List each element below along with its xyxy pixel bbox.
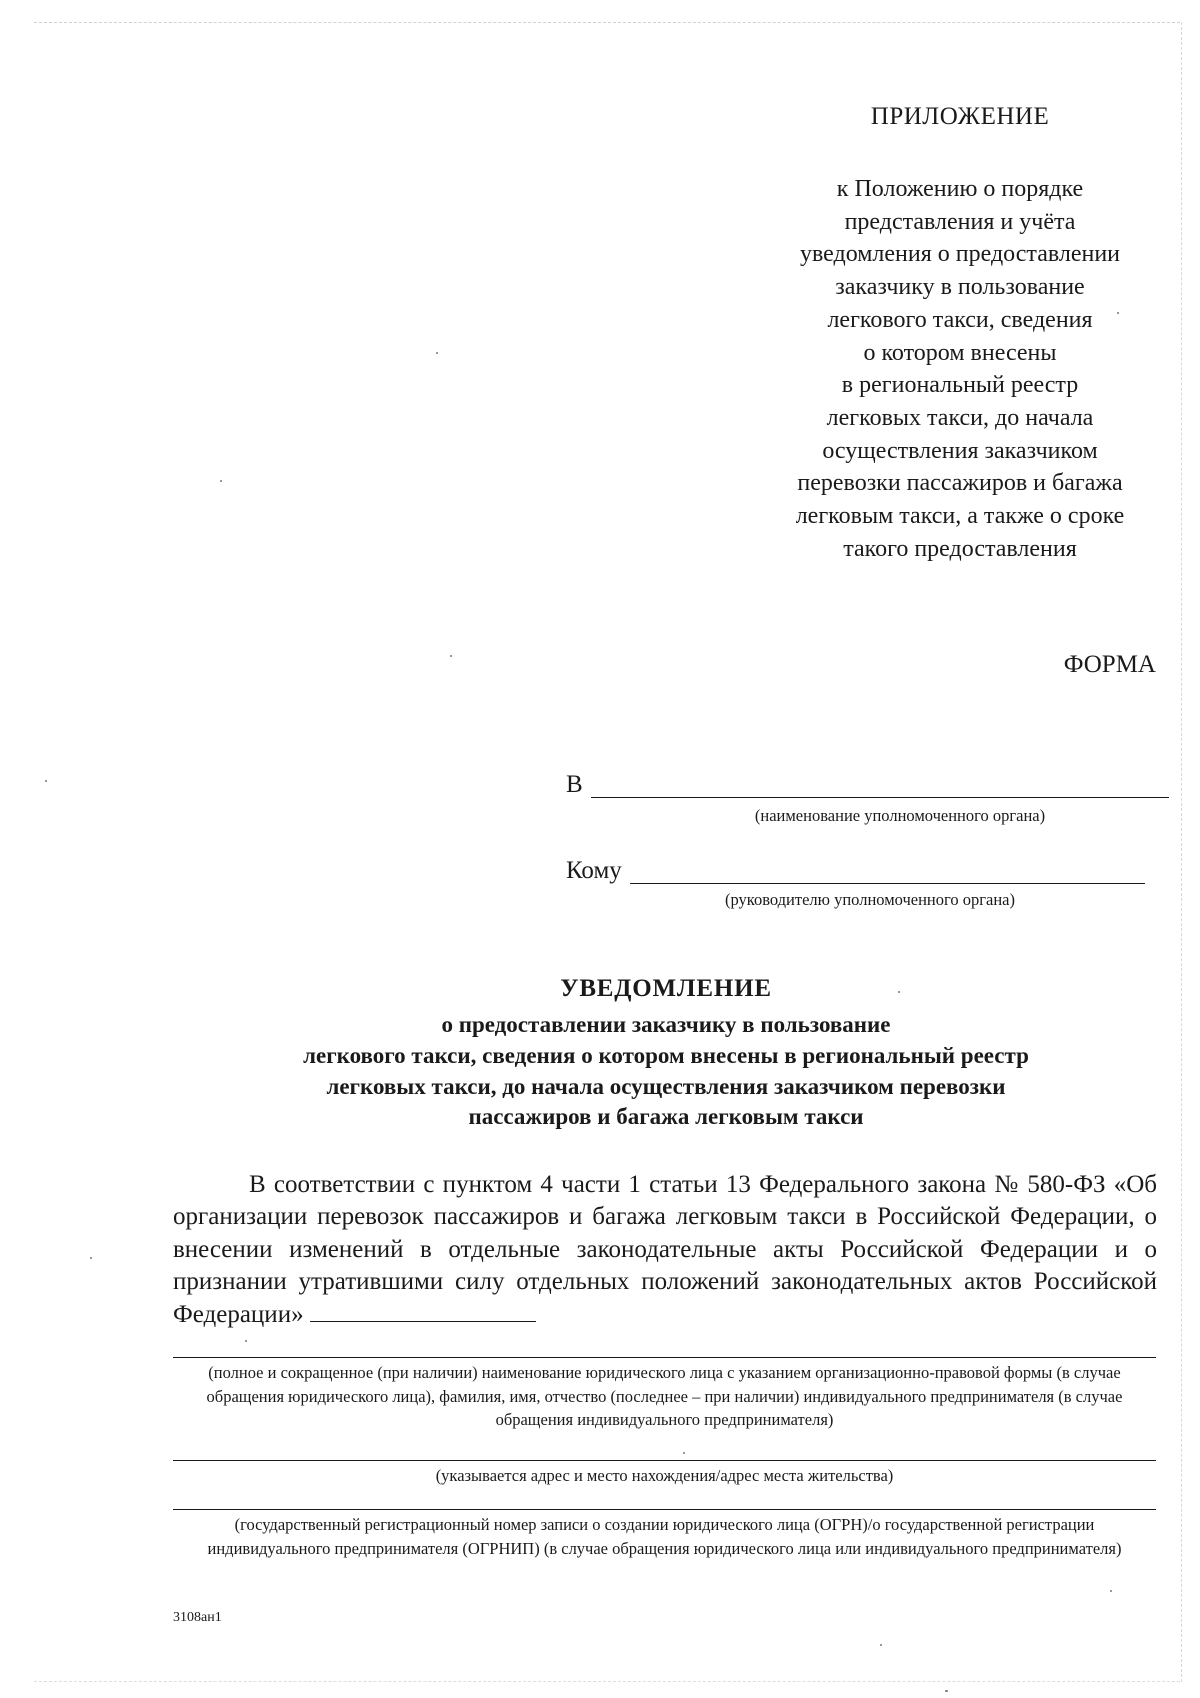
recipient-head-field[interactable]	[630, 859, 1145, 884]
notice-subtitle-line: пассажиров и багажа легковым такси	[468, 1104, 864, 1130]
recipient-head-caption: (руководителю уполномоченного органа)	[725, 890, 1015, 909]
appendix-line: легковых такси, до начала	[826, 404, 1094, 431]
footer-code: 3108ан1	[173, 1610, 222, 1625]
applicant-name-caption: (полное и сокращенное (при наличии) наименование юридического лица с указанием организационно-правовой формы (в случае обращения юридического лица), фамилия, имя, отчество (последнее – при наличии) индивидуального предпринимателя (в случае обращения индивидуального предпринимателя)	[206, 1363, 1123, 1429]
address-caption: (указывается адрес и место нахождения/адрес места жительства)	[435, 1466, 894, 1485]
scan-edge-right	[1181, 22, 1182, 1682]
scan-speck	[1117, 312, 1119, 314]
appendix-line: заказчику в пользование	[835, 274, 1085, 301]
scan-speck	[450, 655, 452, 657]
scan-speck	[45, 780, 47, 782]
appendix-title: ПРИЛОЖЕНИЕ	[870, 103, 1050, 130]
scan-speck	[220, 480, 222, 482]
scan-speck	[898, 991, 900, 993]
whom-prefix: Кому	[566, 857, 622, 884]
form-label: ФОРМА	[1063, 651, 1156, 678]
notice-subtitle	[195, 1010, 1137, 1133]
appendix-line: легковым такси, а также о сроке	[795, 503, 1125, 530]
recipient-prefix: В	[566, 771, 583, 798]
notice-subtitle-line: о предоставлении заказчику в пользование	[441, 1012, 891, 1037]
recipient-authority-caption: (наименование уполномоченного органа)	[754, 806, 1046, 825]
address-field[interactable]	[173, 1460, 1156, 1461]
scan-speck	[880, 1644, 882, 1646]
registration-number-caption: (государственный регистрационный номер записи о создании юридического лица (ОГРН)/о государственной регистрации индивидуального предпринимателя (ОГРНИП) (в случае обращения юридического лица или индивидуального предпринимателя)	[207, 1515, 1122, 1558]
registration-number-field[interactable]	[173, 1509, 1156, 1510]
applicant-inline-field[interactable]	[310, 1299, 536, 1322]
appendix-line: перевозки пассажиров и багажа	[797, 470, 1123, 497]
applicant-name-field[interactable]	[173, 1357, 1156, 1358]
notice-body-text: В соответствии с пунктом 4 части 1 статьи 13 Федерального закона № 580-ФЗ «Об организации перевозок пассажиров и багажа легковым такси в Российской Федерации, о внесении изменений в отдельные законодательные акты Российской Федерации и о признании утратившими силу отдельных положений законодательных актов Российской Федерации»	[173, 1171, 1157, 1328]
appendix-line: к Положению о порядке	[836, 176, 1084, 202]
appendix-line: уведомления о предоставлении	[799, 241, 1121, 268]
appendix-line: легкового такси, сведения	[827, 306, 1093, 333]
appendix-line: осуществления заказчиком	[822, 437, 1098, 464]
recipient-head-row	[566, 858, 1145, 884]
scan-speck	[1110, 1590, 1112, 1592]
notice-body	[173, 1169, 1157, 1331]
appendix-line: о котором внесены	[863, 339, 1057, 366]
notice-subtitle-line: легковых такси, до начала осуществления заказчиком перевозки	[326, 1073, 1006, 1099]
appendix-line: в региональный реестр	[841, 372, 1079, 399]
notice-subtitle-line: легкового такси, сведения о котором внесены в региональный реестр	[303, 1042, 1029, 1068]
scan-speck	[90, 1257, 92, 1259]
appendix-line: представления и учёта	[844, 208, 1076, 235]
recipient-authority-row	[566, 772, 1169, 798]
appendix-line: такого предоставления	[843, 535, 1077, 562]
scan-speck	[683, 1452, 685, 1454]
recipient-authority-field[interactable]	[591, 773, 1169, 798]
scan-edge-top	[34, 22, 1180, 23]
scan-speck	[436, 352, 438, 354]
scan-speck	[245, 1340, 247, 1342]
scan-speck	[945, 1690, 948, 1692]
appendix-description	[755, 173, 1165, 565]
notice-title: УВЕДОМЛЕНИЕ	[560, 975, 772, 1002]
scan-edge-bottom	[34, 1681, 1180, 1682]
